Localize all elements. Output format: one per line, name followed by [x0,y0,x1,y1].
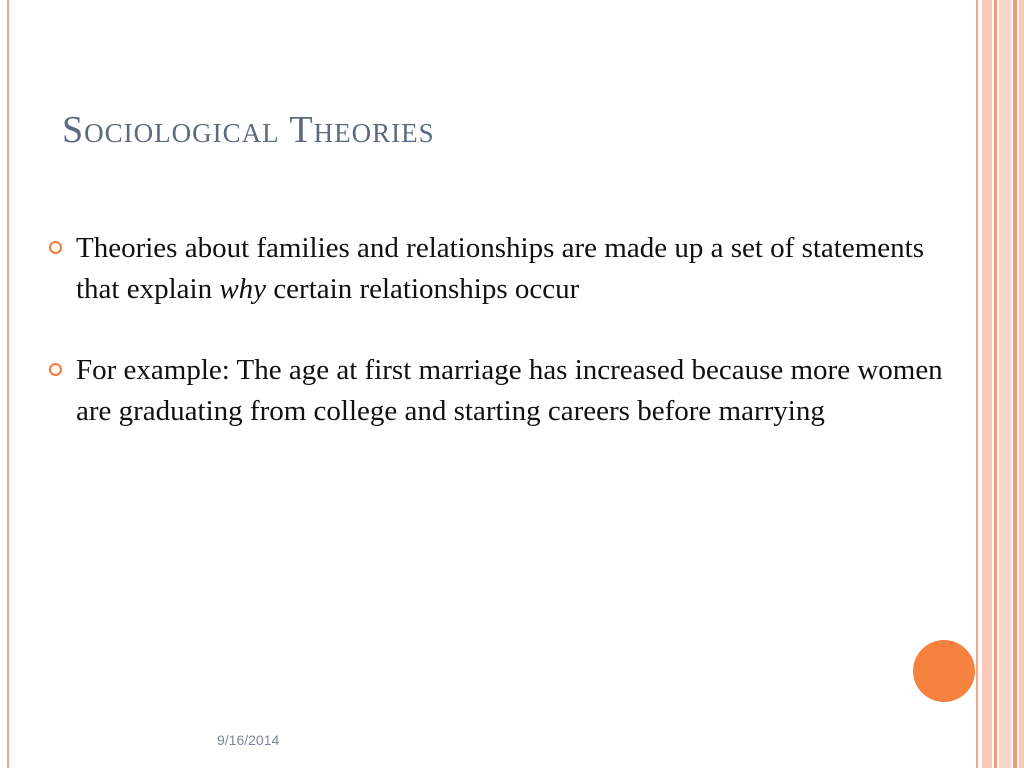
bullet-emphasis: why [219,273,267,305]
bullet-text: Theories about families and relationships are made up a set of statements that explain [76,232,924,305]
stripe [1019,0,1024,768]
bullet-item [46,350,946,432]
bullet-item [46,228,946,310]
slide-title: Sociological Theories [62,109,435,151]
bullet-text: certain relationships occur [266,273,580,305]
bullet-list [46,228,946,472]
right-decorative-stripes [976,0,1024,768]
stripe [999,0,1011,768]
orange-circle-decoration [913,640,975,702]
stripe [982,0,992,768]
bullet-circle-icon [49,241,62,254]
bullet-text: For example: The age at first marriage has increased because more women are graduating from college and starting careers before marrying [76,354,943,427]
stripe [994,0,997,768]
stripe [976,0,978,768]
bullet-circle-icon [49,363,62,376]
slide-date: 9/16/2014 [217,732,280,748]
left-border-line [7,0,9,768]
stripe [1013,0,1017,768]
